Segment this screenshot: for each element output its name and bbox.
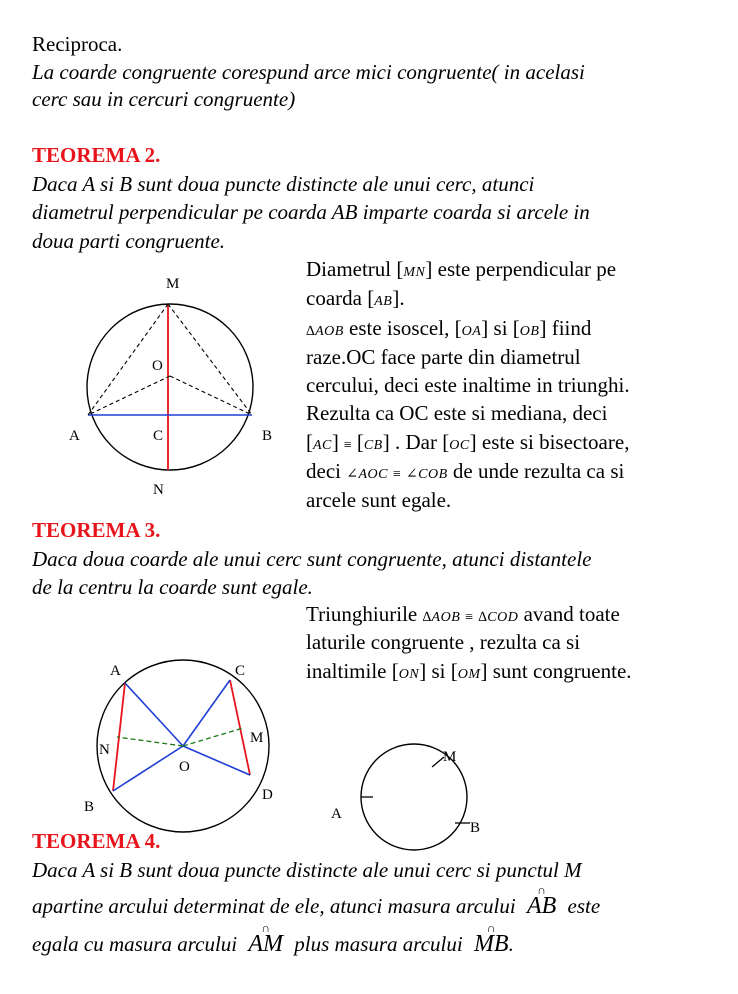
theorem2-line2: diametrul perpendicular pe coarda AB imparte coarda si arcele in: [32, 200, 590, 224]
t2-exp-l8a: deci: [306, 459, 347, 483]
theorem4-line3: [32, 921, 514, 958]
t3-exp-l3b: si: [426, 659, 451, 683]
t2-exp-l2a: coarda: [306, 286, 368, 310]
fig2-label-a: A: [110, 663, 121, 679]
arc-mb: [473, 921, 509, 958]
arc-mb-label: MB: [473, 931, 509, 957]
math-oc: OC: [449, 438, 470, 453]
math-angles: ∠AOC ≡ ∠COB: [346, 467, 448, 482]
fig2-label-d: D: [262, 787, 273, 803]
math-mn: MN: [403, 265, 426, 280]
fig1-label-n: N: [153, 482, 164, 498]
t2-exp-l3a: este isoscel,: [343, 316, 455, 340]
math-cb: CB: [363, 438, 383, 453]
t2-explanation-line2: coarda [AB].: [306, 286, 405, 310]
fig1-label-a: A: [69, 428, 80, 444]
fig2-label-c: C: [235, 663, 246, 679]
t3-exp-l1a: Triunghiurile: [306, 602, 423, 626]
fig2-label-o: O: [179, 759, 190, 775]
math-congruent: ≡: [338, 438, 357, 453]
theorem3-line1: Daca doua coarde ale unui cerc sunt congruente, atunci distantele: [32, 547, 592, 571]
t3-explanation-line2: laturile congruente , rezulta ca si: [306, 630, 581, 654]
t3-explanation-line3: inaltimile [ON] si [OM] sunt congruente.: [306, 659, 632, 683]
reciproca-statement-line2: cerc sau in cercuri congruente): [32, 87, 296, 111]
math-triangles: ∆AOB ≡ ∆COD: [422, 610, 519, 625]
t2-exp-l8b: de unde rezulta ca si: [447, 459, 625, 483]
arc-am-label: AM: [248, 931, 284, 957]
math-ac: AC: [313, 438, 332, 453]
fig1-label-m: M: [166, 276, 180, 292]
t2-exp-l7b: este si bisectoare,: [476, 430, 630, 454]
t2-exp-l1b: este perpendicular pe: [432, 257, 617, 281]
math-om: OM: [457, 667, 481, 682]
t3-exp-l3c: sunt congruente.: [487, 659, 632, 683]
arc-mark-icon: ∩: [261, 921, 271, 935]
t2-explanation-line5: cercului, deci este inaltime in triunghi.: [306, 373, 630, 397]
arc-ab-label: AB: [526, 893, 557, 919]
fig1-label-o: O: [152, 358, 163, 374]
t2-explanation-line9: arcele sunt egale.: [306, 488, 452, 512]
fig1-label-c: C: [153, 428, 164, 444]
theorem3-title: TEOREMA 3.: [32, 518, 161, 542]
math-triangle-aob: ∆AOB: [306, 324, 344, 339]
theorem3-line2: de la centru la coarde sunt egale.: [32, 575, 313, 599]
arc-am: [248, 921, 284, 958]
reciproca-statement-line1: La coarde congruente corespund arce mici congruente( in acelasi: [32, 60, 585, 84]
fig2-label-b: B: [84, 799, 95, 815]
t4-line2-text: apartine arcului determinat de ele, atunci masura arcului: [32, 894, 516, 918]
fig2-label-n: N: [99, 742, 110, 758]
theorem2-title: TEOREMA 2.: [32, 143, 161, 167]
theorem4-title: TEOREMA 4.: [32, 829, 161, 853]
t2-exp-l1a: Diametrul: [306, 257, 397, 281]
t4-line3-end: .: [508, 932, 514, 956]
theorem2-line3: doua parti congruente.: [32, 229, 226, 253]
t3-exp-l1b: avand toate: [518, 602, 620, 626]
t2-exp-l3b: si: [488, 316, 513, 340]
t3-exp-l3a: inaltimile: [306, 659, 392, 683]
fig1-label-b: B: [262, 428, 273, 444]
theorem4-line1: Daca A si B sunt doua puncte distincte ale unui cerc si punctul M: [32, 858, 582, 882]
math-oa: OA: [461, 324, 482, 339]
theorem2-line1: Daca A si B sunt doua puncte distincte ale unui cerc, atunci: [32, 172, 535, 196]
theorem4-line2: [32, 883, 601, 920]
t4-line3-text: egala cu masura arcului: [32, 932, 238, 956]
fig3-label-a: A: [331, 806, 342, 822]
t2-explanation-line3: ∆AOB este isoscel, [OA] si [OB] fiind: [306, 316, 592, 340]
t2-exp-l3c: fiind: [546, 316, 592, 340]
arc-ab: [526, 883, 557, 920]
t2-exp-l7a: . Dar: [389, 430, 443, 454]
t4-line2-end: este: [567, 894, 601, 918]
t2-explanation-line1: Diametrul [MN] este perpendicular pe: [306, 257, 617, 281]
math-ob: OB: [519, 324, 540, 339]
arc-mark-icon: ∩: [537, 883, 546, 897]
t2-exp-l2b: .: [399, 286, 405, 310]
fig3-label-m: M: [443, 749, 457, 765]
arc-mark-icon: ∩: [486, 921, 496, 935]
t2-explanation-line4: raze.OC face parte din diametrul: [306, 345, 581, 369]
math-on: ON: [398, 667, 420, 682]
math-ab: AB: [374, 294, 393, 309]
t2-explanation-line6: Rezulta ca OC este si mediana, deci: [306, 401, 608, 425]
t4-line3-mid: plus masura arcului: [294, 932, 463, 956]
reciproca-label: Reciproca.: [32, 32, 123, 56]
fig3-label-b: B: [470, 820, 481, 836]
fig2-label-m: M: [250, 730, 264, 746]
t2-explanation-line7: [AC] ≡ [CB] . Dar [OC] este si bisectoare,: [306, 430, 630, 454]
